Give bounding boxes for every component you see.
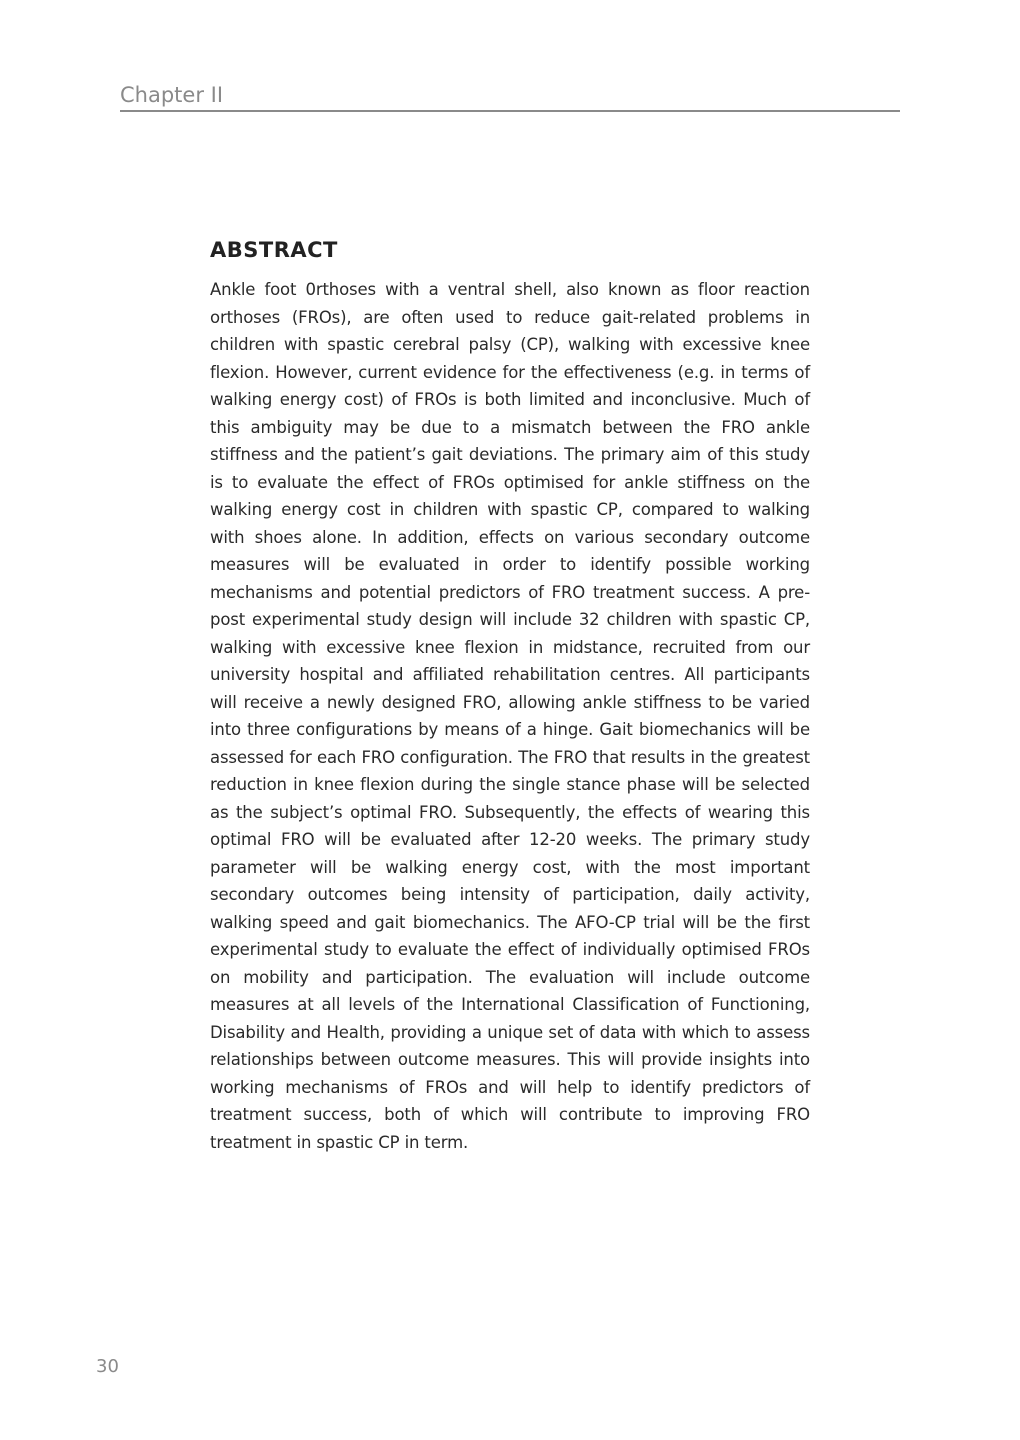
chapter-label: Chapter II [120,83,224,107]
abstract-section [210,236,810,1156]
abstract-body: Ankle foot 0rthoses with a ventral shell, also known as floor reaction orthoses (FROs), are often used to reduce gait-related problems in children with spastic cerebral palsy (CP), walking with excessive knee flexion. However, current evidence for the effectiveness (e.g. in terms of walking energy cost) of FROs is both limited and inconclusive. Much of this ambiguity may be due to a mismatch between the FRO ankle stiffness and the patient’s gait deviations. The primary aim of this study is to evaluate the effect of FROs optimised for ankle stiffness on the walking energy cost in children with spastic CP, compared to walking with shoes alone. In addition, effects on various secondary outcome measures will be evaluated in order to identify possible working mechanisms and potential predictors of FRO treatment success. A pre-post experimental study design will include 32 children with spastic CP, walking with excessive knee flexion in midstance, recruited from our university hospital and affiliated rehabilitation centres. All participants will receive a newly designed FRO, allowing ankle stiffness to be varied into three configurations by means of a hinge. Gait biomechanics will be assessed for each FRO configuration. The FRO that results in the greatest reduction in knee flexion during the single stance phase will be selected as the subject’s optimal FRO. Subsequently, the effects of wearing this optimal FRO will be evaluated after 12-20 weeks. The primary study parameter will be walking energy cost, with the most important secondary outcomes being intensity of participation, daily activity, walking speed and gait biomechanics. The AFO-CP trial will be the first experimental study to evaluate the effect of individually optimised FROs on mobility and participation. The evaluation will include outcome measures at all levels of the International Classification of Functioning, Disability and Health, providing a unique set of data with which to assess relationships between outcome measures. This will provide insights into working mechanisms of FROs and will help to identify predictors of treatment success, both of which will contribute to improving FRO treatment in spastic CP in term. [210,280,810,1152]
abstract-heading: ABSTRACT [210,238,338,262]
page-number: 30 [96,1356,119,1377]
running-header [120,80,900,112]
